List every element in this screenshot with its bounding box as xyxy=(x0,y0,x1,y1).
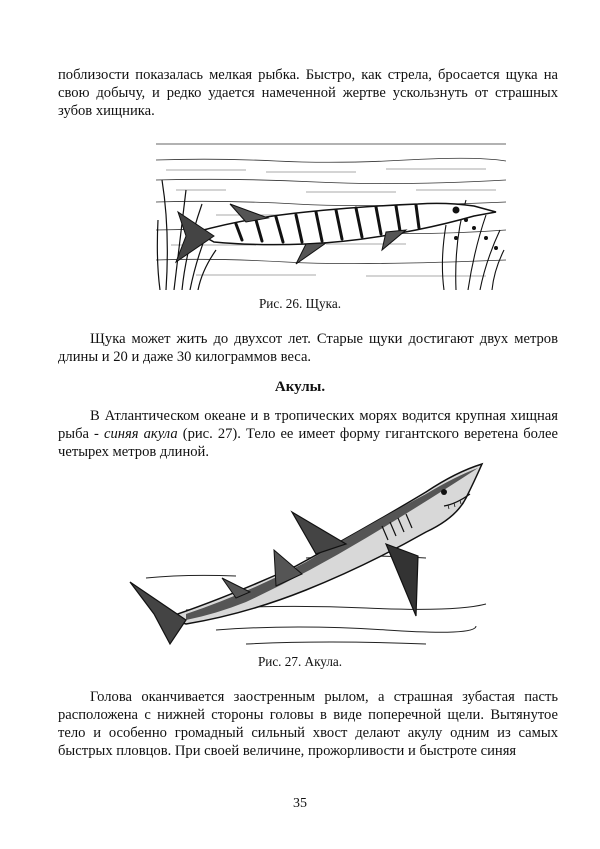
blue-shark-term: синяя акула xyxy=(103,426,178,442)
paragraph-bottom: Голова оканчивается заостренным рылом, а страшная зубастая пасть расположена с нижней стороны головы в виде поперечной щели. Вытянутое тело и особенно громадный сильный хвост делают акулу одним из самых быстрых пловцов. При своей величине, прожорливости и быстроте синяя xyxy=(58,689,558,759)
figure-27-caption: Рис. 27. Акула. xyxy=(257,654,343,669)
page-number: 35 xyxy=(293,796,307,811)
paragraph-shark-text-a: В Атлантическом океане и в тропических морях водится крупная хищная рыба - xyxy=(58,408,558,442)
paragraph-top: поблизости показалась мелкая рыбка. Быстро, как стрела, бросается щука на свою добычу, и редко удается намеченной жертве ускользнуть от страшных зубов хищника. xyxy=(58,67,558,119)
paragraph-shark-text-b: (рис. 27). Тело ее имеет форму гигантского веретена более четырех метров длиной. xyxy=(58,426,559,460)
section-heading-sharks: Акулы. xyxy=(274,379,326,395)
paragraph-pike: Щука может жить до двухсот лет. Старые щуки достигают двух метров длины и 20 и даже 30 килограммов веса. xyxy=(58,331,558,365)
shark-illustration xyxy=(126,458,490,650)
pike-illustration xyxy=(156,120,506,290)
figure-26-caption: Рис. 26. Щука. xyxy=(258,296,342,311)
paragraph-shark-intro xyxy=(58,407,558,461)
